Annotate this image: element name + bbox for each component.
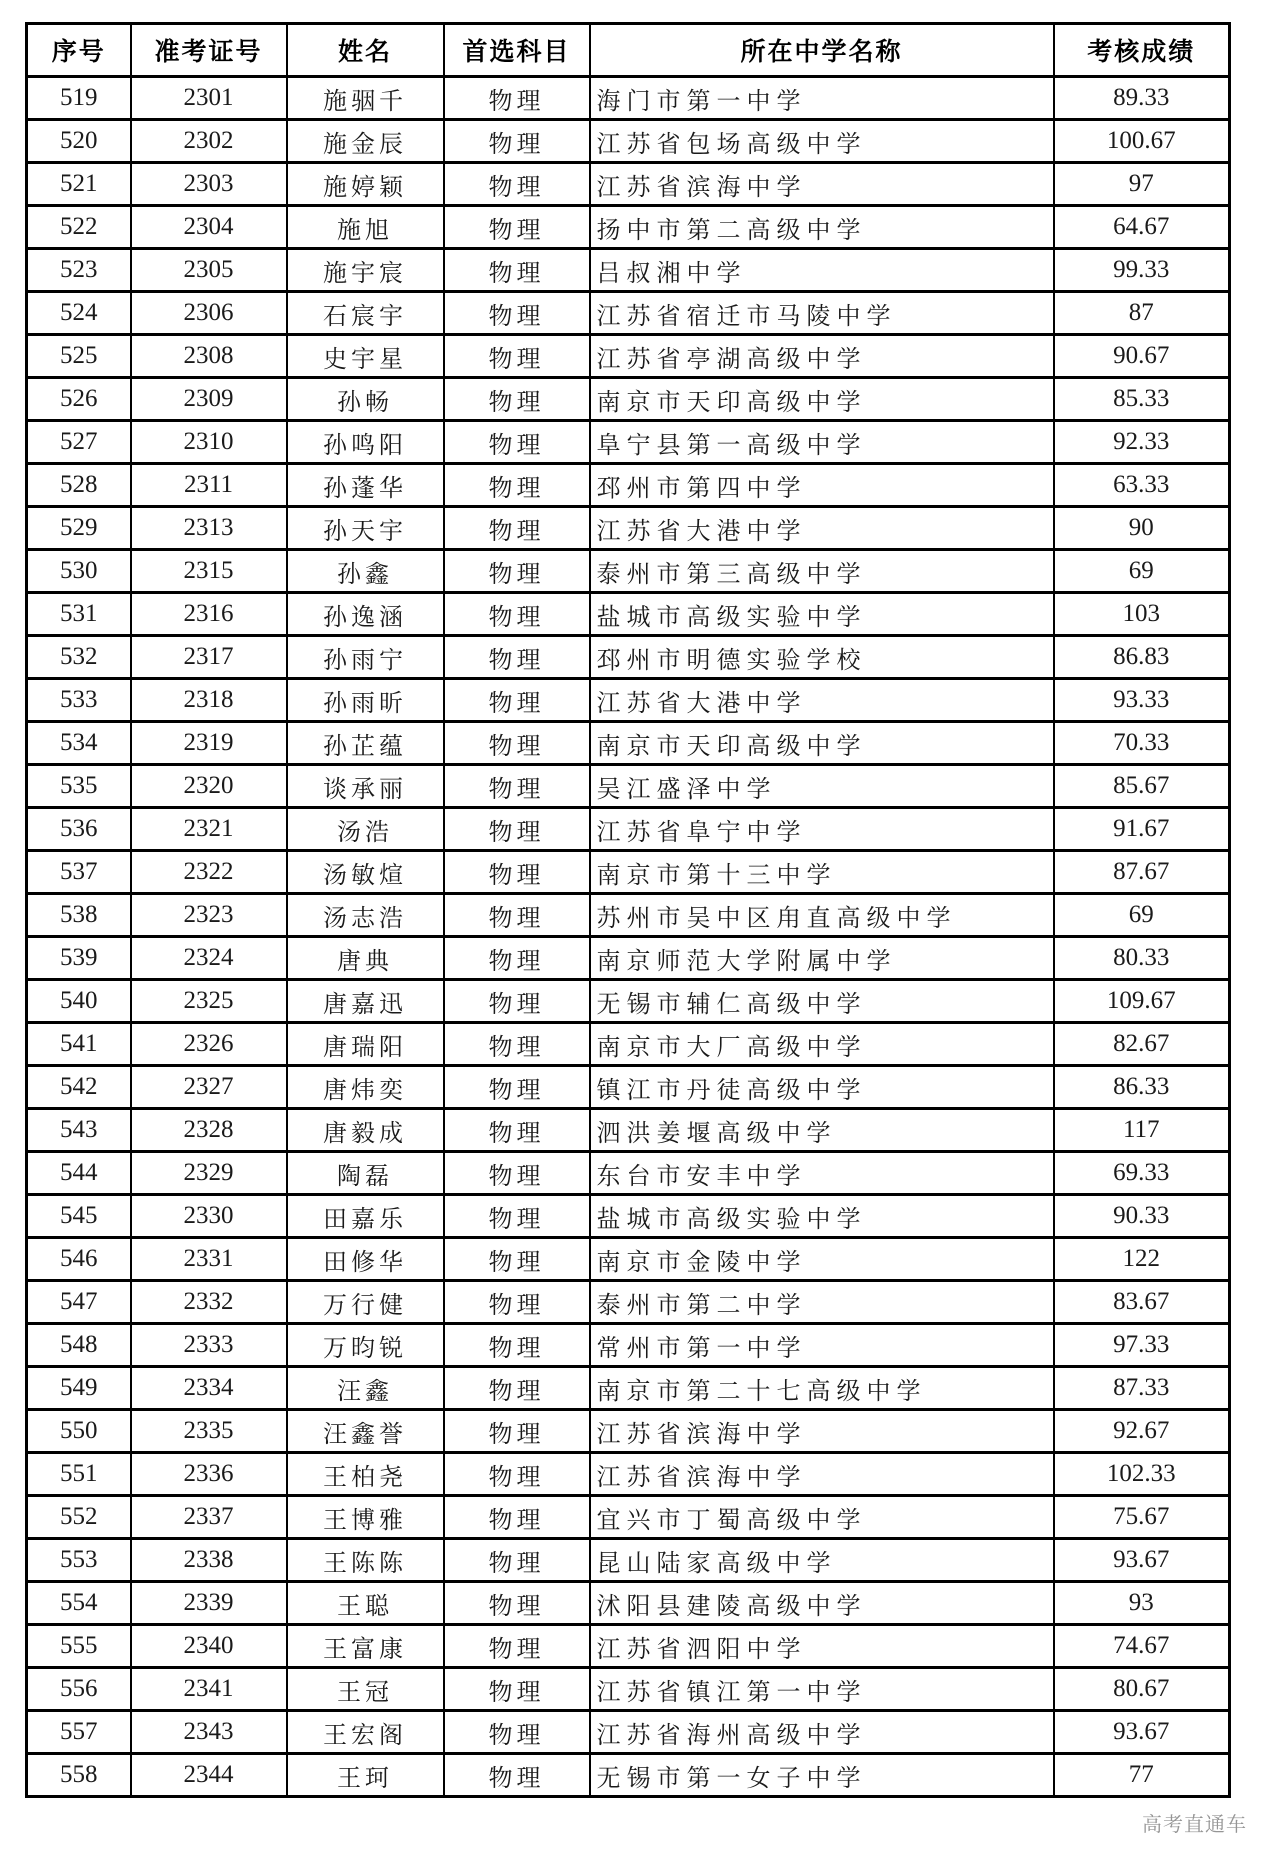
table-row — [27, 292, 1230, 335]
cell-exam-id: 2336 — [131, 1453, 287, 1496]
cell-seq: 532 — [27, 636, 131, 679]
cell-name: 王珂 — [287, 1754, 444, 1797]
cell-seq: 533 — [27, 679, 131, 722]
cell-seq: 545 — [27, 1195, 131, 1238]
cell-score: 85.33 — [1054, 378, 1230, 421]
cell-name: 施旭 — [287, 206, 444, 249]
table-row — [27, 1238, 1230, 1281]
cell-seq: 531 — [27, 593, 131, 636]
cell-seq: 546 — [27, 1238, 131, 1281]
cell-exam-id: 2323 — [131, 894, 287, 937]
cell-subject: 物理 — [444, 1410, 590, 1453]
cell-seq: 550 — [27, 1410, 131, 1453]
table-row — [27, 1625, 1230, 1668]
cell-name: 孙芷蕴 — [287, 722, 444, 765]
cell-subject: 物理 — [444, 1711, 590, 1754]
cell-name: 王博雅 — [287, 1496, 444, 1539]
cell-school: 江苏省包场高级中学 — [590, 120, 1054, 163]
cell-name: 孙畅 — [287, 378, 444, 421]
cell-school: 泰州市第三高级中学 — [590, 550, 1054, 593]
cell-score: 89.33 — [1054, 77, 1230, 120]
cell-name: 孙天宇 — [287, 507, 444, 550]
cell-score: 97.33 — [1054, 1324, 1230, 1367]
table-row — [27, 894, 1230, 937]
table-row — [27, 1496, 1230, 1539]
cell-school: 江苏省滨海中学 — [590, 163, 1054, 206]
cell-subject: 物理 — [444, 249, 590, 292]
cell-school: 苏州市吴中区甪直高级中学 — [590, 894, 1054, 937]
cell-subject: 物理 — [444, 722, 590, 765]
cell-school: 盐城市高级实验中学 — [590, 1195, 1054, 1238]
cell-score: 80.67 — [1054, 1668, 1230, 1711]
cell-school: 江苏省阜宁中学 — [590, 808, 1054, 851]
table-row — [27, 851, 1230, 894]
header-row — [27, 24, 1230, 77]
cell-name: 孙鑫 — [287, 550, 444, 593]
cell-score: 102.33 — [1054, 1453, 1230, 1496]
table-row — [27, 679, 1230, 722]
table-row — [27, 593, 1230, 636]
table-row — [27, 1539, 1230, 1582]
cell-seq: 529 — [27, 507, 131, 550]
cell-school: 无锡市第一女子中学 — [590, 1754, 1054, 1797]
cell-subject: 物理 — [444, 507, 590, 550]
cell-name: 王冠 — [287, 1668, 444, 1711]
cell-name: 万昀锐 — [287, 1324, 444, 1367]
cell-subject: 物理 — [444, 1109, 590, 1152]
table-row — [27, 1453, 1230, 1496]
cell-subject: 物理 — [444, 1281, 590, 1324]
table-row — [27, 421, 1230, 464]
cell-score: 93.67 — [1054, 1711, 1230, 1754]
cell-name: 汪鑫誉 — [287, 1410, 444, 1453]
cell-seq: 537 — [27, 851, 131, 894]
cell-exam-id: 2337 — [131, 1496, 287, 1539]
cell-subject: 物理 — [444, 378, 590, 421]
table-row — [27, 980, 1230, 1023]
cell-seq: 519 — [27, 77, 131, 120]
header-subject: 首选科目 — [444, 24, 590, 77]
cell-subject: 物理 — [444, 894, 590, 937]
table-row — [27, 1066, 1230, 1109]
table-row — [27, 636, 1230, 679]
cell-subject: 物理 — [444, 1066, 590, 1109]
header-exam-id: 准考证号 — [131, 24, 287, 77]
cell-score: 100.67 — [1054, 120, 1230, 163]
cell-score: 87.67 — [1054, 851, 1230, 894]
table-row — [27, 550, 1230, 593]
cell-score: 117 — [1054, 1109, 1230, 1152]
table-row — [27, 1711, 1230, 1754]
cell-exam-id: 2338 — [131, 1539, 287, 1582]
table-row — [27, 77, 1230, 120]
cell-school: 江苏省滨海中学 — [590, 1453, 1054, 1496]
cell-subject: 物理 — [444, 851, 590, 894]
cell-exam-id: 2321 — [131, 808, 287, 851]
cell-seq: 555 — [27, 1625, 131, 1668]
cell-seq: 544 — [27, 1152, 131, 1195]
cell-name: 孙雨昕 — [287, 679, 444, 722]
cell-name: 汪鑫 — [287, 1367, 444, 1410]
cell-school: 江苏省镇江第一中学 — [590, 1668, 1054, 1711]
cell-exam-id: 2315 — [131, 550, 287, 593]
cell-score: 63.33 — [1054, 464, 1230, 507]
cell-school: 泗洪姜堰高级中学 — [590, 1109, 1054, 1152]
table-row — [27, 808, 1230, 851]
cell-name: 唐典 — [287, 937, 444, 980]
header-school: 所在中学名称 — [590, 24, 1054, 77]
cell-exam-id: 2305 — [131, 249, 287, 292]
table-row — [27, 378, 1230, 421]
cell-name: 陶磊 — [287, 1152, 444, 1195]
cell-seq: 521 — [27, 163, 131, 206]
cell-seq: 539 — [27, 937, 131, 980]
cell-subject: 物理 — [444, 421, 590, 464]
cell-name: 施宇宸 — [287, 249, 444, 292]
cell-name: 田修华 — [287, 1238, 444, 1281]
table-body — [27, 77, 1230, 1797]
cell-exam-id: 2326 — [131, 1023, 287, 1066]
cell-score: 69 — [1054, 550, 1230, 593]
cell-exam-id: 2331 — [131, 1238, 287, 1281]
cell-school: 沭阳县建陵高级中学 — [590, 1582, 1054, 1625]
cell-name: 汤浩 — [287, 808, 444, 851]
table-row — [27, 1195, 1230, 1238]
cell-score: 80.33 — [1054, 937, 1230, 980]
cell-subject: 物理 — [444, 1668, 590, 1711]
cell-name: 万行健 — [287, 1281, 444, 1324]
cell-name: 唐炜奕 — [287, 1066, 444, 1109]
table-row — [27, 1668, 1230, 1711]
cell-score: 86.83 — [1054, 636, 1230, 679]
cell-exam-id: 2320 — [131, 765, 287, 808]
cell-name: 王宏阁 — [287, 1711, 444, 1754]
cell-score: 90 — [1054, 507, 1230, 550]
cell-seq: 552 — [27, 1496, 131, 1539]
table-header — [27, 24, 1230, 77]
cell-school: 邳州市明德实验学校 — [590, 636, 1054, 679]
cell-score: 93.33 — [1054, 679, 1230, 722]
cell-name: 汤志浩 — [287, 894, 444, 937]
cell-exam-id: 2309 — [131, 378, 287, 421]
cell-seq: 554 — [27, 1582, 131, 1625]
cell-exam-id: 2318 — [131, 679, 287, 722]
cell-school: 江苏省大港中学 — [590, 507, 1054, 550]
cell-seq: 551 — [27, 1453, 131, 1496]
header-name: 姓名 — [287, 24, 444, 77]
cell-exam-id: 2340 — [131, 1625, 287, 1668]
cell-exam-id: 2334 — [131, 1367, 287, 1410]
cell-seq: 549 — [27, 1367, 131, 1410]
cell-name: 唐嘉迅 — [287, 980, 444, 1023]
cell-name: 石宸宇 — [287, 292, 444, 335]
cell-name: 孙蓬华 — [287, 464, 444, 507]
cell-exam-id: 2316 — [131, 593, 287, 636]
cell-seq: 520 — [27, 120, 131, 163]
cell-seq: 542 — [27, 1066, 131, 1109]
cell-exam-id: 2302 — [131, 120, 287, 163]
cell-exam-id: 2327 — [131, 1066, 287, 1109]
cell-subject: 物理 — [444, 765, 590, 808]
cell-name: 施骃千 — [287, 77, 444, 120]
table-row — [27, 163, 1230, 206]
cell-subject: 物理 — [444, 1453, 590, 1496]
cell-seq: 525 — [27, 335, 131, 378]
cell-seq: 538 — [27, 894, 131, 937]
cell-exam-id: 2344 — [131, 1754, 287, 1797]
cell-seq: 522 — [27, 206, 131, 249]
cell-exam-id: 2343 — [131, 1711, 287, 1754]
cell-school: 南京市天印高级中学 — [590, 378, 1054, 421]
cell-subject: 物理 — [444, 464, 590, 507]
cell-subject: 物理 — [444, 1367, 590, 1410]
cell-exam-id: 2329 — [131, 1152, 287, 1195]
cell-school: 无锡市辅仁高级中学 — [590, 980, 1054, 1023]
header-score: 考核成绩 — [1054, 24, 1230, 77]
cell-score: 91.67 — [1054, 808, 1230, 851]
cell-name: 唐毅成 — [287, 1109, 444, 1152]
cell-exam-id: 2311 — [131, 464, 287, 507]
cell-school: 昆山陆家高级中学 — [590, 1539, 1054, 1582]
cell-subject: 物理 — [444, 1023, 590, 1066]
cell-name: 谈承丽 — [287, 765, 444, 808]
cell-subject: 物理 — [444, 808, 590, 851]
table-row — [27, 335, 1230, 378]
cell-seq: 536 — [27, 808, 131, 851]
cell-score: 90.67 — [1054, 335, 1230, 378]
cell-exam-id: 2330 — [131, 1195, 287, 1238]
watermark: 高考直通车 — [1142, 1812, 1247, 1836]
cell-school: 盐城市高级实验中学 — [590, 593, 1054, 636]
cell-seq: 534 — [27, 722, 131, 765]
cell-school: 南京市天印高级中学 — [590, 722, 1054, 765]
cell-subject: 物理 — [444, 1625, 590, 1668]
table-row — [27, 120, 1230, 163]
cell-school: 泰州市第二中学 — [590, 1281, 1054, 1324]
cell-seq: 557 — [27, 1711, 131, 1754]
cell-school: 江苏省海州高级中学 — [590, 1711, 1054, 1754]
cell-school: 南京市大厂高级中学 — [590, 1023, 1054, 1066]
cell-subject: 物理 — [444, 1324, 590, 1367]
cell-exam-id: 2319 — [131, 722, 287, 765]
cell-score: 74.67 — [1054, 1625, 1230, 1668]
header-seq: 序号 — [27, 24, 131, 77]
cell-school: 南京师范大学附属中学 — [590, 937, 1054, 980]
cell-exam-id: 2339 — [131, 1582, 287, 1625]
cell-school: 扬中市第二高级中学 — [590, 206, 1054, 249]
cell-exam-id: 2325 — [131, 980, 287, 1023]
cell-exam-id: 2303 — [131, 163, 287, 206]
cell-name: 王富康 — [287, 1625, 444, 1668]
cell-subject: 物理 — [444, 206, 590, 249]
cell-name: 王陈陈 — [287, 1539, 444, 1582]
cell-exam-id: 2304 — [131, 206, 287, 249]
cell-name: 汤敏煊 — [287, 851, 444, 894]
cell-subject: 物理 — [444, 636, 590, 679]
cell-school: 江苏省宿迁市马陵中学 — [590, 292, 1054, 335]
table-row — [27, 765, 1230, 808]
cell-seq: 541 — [27, 1023, 131, 1066]
cell-score: 97 — [1054, 163, 1230, 206]
cell-seq: 530 — [27, 550, 131, 593]
cell-subject: 物理 — [444, 292, 590, 335]
cell-seq: 535 — [27, 765, 131, 808]
cell-subject: 物理 — [444, 937, 590, 980]
cell-subject: 物理 — [444, 1496, 590, 1539]
cell-score: 83.67 — [1054, 1281, 1230, 1324]
cell-name: 孙鸣阳 — [287, 421, 444, 464]
cell-name: 王聪 — [287, 1582, 444, 1625]
cell-name: 孙逸涵 — [287, 593, 444, 636]
table-row — [27, 937, 1230, 980]
cell-name: 王柏尧 — [287, 1453, 444, 1496]
cell-score: 87 — [1054, 292, 1230, 335]
cell-school: 吴江盛泽中学 — [590, 765, 1054, 808]
cell-exam-id: 2335 — [131, 1410, 287, 1453]
cell-subject: 物理 — [444, 679, 590, 722]
cell-exam-id: 2332 — [131, 1281, 287, 1324]
cell-score: 69 — [1054, 894, 1230, 937]
cell-name: 施婷颖 — [287, 163, 444, 206]
cell-seq: 524 — [27, 292, 131, 335]
cell-school: 江苏省大港中学 — [590, 679, 1054, 722]
cell-school: 南京市金陵中学 — [590, 1238, 1054, 1281]
cell-score: 75.67 — [1054, 1496, 1230, 1539]
cell-subject: 物理 — [444, 593, 590, 636]
cell-score: 103 — [1054, 593, 1230, 636]
cell-seq: 526 — [27, 378, 131, 421]
cell-exam-id: 2333 — [131, 1324, 287, 1367]
cell-score: 82.67 — [1054, 1023, 1230, 1066]
cell-score: 69.33 — [1054, 1152, 1230, 1195]
cell-score: 93.67 — [1054, 1539, 1230, 1582]
cell-school: 镇江市丹徒高级中学 — [590, 1066, 1054, 1109]
cell-school: 东台市安丰中学 — [590, 1152, 1054, 1195]
cell-name: 孙雨宁 — [287, 636, 444, 679]
table-row — [27, 1324, 1230, 1367]
cell-subject: 物理 — [444, 1152, 590, 1195]
cell-subject: 物理 — [444, 1238, 590, 1281]
cell-subject: 物理 — [444, 77, 590, 120]
cell-seq: 540 — [27, 980, 131, 1023]
cell-exam-id: 2341 — [131, 1668, 287, 1711]
cell-school: 江苏省泗阳中学 — [590, 1625, 1054, 1668]
cell-name: 田嘉乐 — [287, 1195, 444, 1238]
cell-score: 92.67 — [1054, 1410, 1230, 1453]
cell-seq: 556 — [27, 1668, 131, 1711]
cell-seq: 543 — [27, 1109, 131, 1152]
table-row — [27, 1281, 1230, 1324]
cell-school: 邳州市第四中学 — [590, 464, 1054, 507]
table-row — [27, 1152, 1230, 1195]
cell-exam-id: 2317 — [131, 636, 287, 679]
cell-school: 宜兴市丁蜀高级中学 — [590, 1496, 1054, 1539]
cell-score: 86.33 — [1054, 1066, 1230, 1109]
cell-seq: 547 — [27, 1281, 131, 1324]
cell-score: 99.33 — [1054, 249, 1230, 292]
cell-exam-id: 2313 — [131, 507, 287, 550]
table-row — [27, 1367, 1230, 1410]
cell-school: 吕叔湘中学 — [590, 249, 1054, 292]
table-row — [27, 464, 1230, 507]
cell-seq: 523 — [27, 249, 131, 292]
cell-subject: 物理 — [444, 550, 590, 593]
table-row — [27, 722, 1230, 765]
cell-score: 64.67 — [1054, 206, 1230, 249]
table-row — [27, 1582, 1230, 1625]
cell-score: 70.33 — [1054, 722, 1230, 765]
cell-exam-id: 2306 — [131, 292, 287, 335]
cell-score: 90.33 — [1054, 1195, 1230, 1238]
cell-score: 92.33 — [1054, 421, 1230, 464]
cell-score: 122 — [1054, 1238, 1230, 1281]
cell-school: 南京市第二十七高级中学 — [590, 1367, 1054, 1410]
table-row — [27, 1023, 1230, 1066]
cell-school: 阜宁县第一高级中学 — [590, 421, 1054, 464]
table-row — [27, 507, 1230, 550]
cell-school: 江苏省亭湖高级中学 — [590, 335, 1054, 378]
cell-school: 江苏省滨海中学 — [590, 1410, 1054, 1453]
cell-name: 施金辰 — [287, 120, 444, 163]
cell-exam-id: 2301 — [131, 77, 287, 120]
cell-school: 常州市第一中学 — [590, 1324, 1054, 1367]
table-row — [27, 1410, 1230, 1453]
cell-score: 109.67 — [1054, 980, 1230, 1023]
cell-subject: 物理 — [444, 163, 590, 206]
cell-exam-id: 2308 — [131, 335, 287, 378]
cell-exam-id: 2328 — [131, 1109, 287, 1152]
cell-name: 史宇星 — [287, 335, 444, 378]
table-row — [27, 249, 1230, 292]
cell-exam-id: 2324 — [131, 937, 287, 980]
cell-school: 海门市第一中学 — [590, 77, 1054, 120]
cell-school: 南京市第十三中学 — [590, 851, 1054, 894]
cell-subject: 物理 — [444, 1539, 590, 1582]
cell-score: 93 — [1054, 1582, 1230, 1625]
cell-seq: 548 — [27, 1324, 131, 1367]
table-row — [27, 1754, 1230, 1797]
cell-subject: 物理 — [444, 1195, 590, 1238]
cell-exam-id: 2322 — [131, 851, 287, 894]
cell-subject: 物理 — [444, 335, 590, 378]
table-row — [27, 1109, 1230, 1152]
cell-score: 87.33 — [1054, 1367, 1230, 1410]
cell-exam-id: 2310 — [131, 421, 287, 464]
cell-name: 唐瑞阳 — [287, 1023, 444, 1066]
score-table — [25, 22, 1231, 1798]
cell-subject: 物理 — [444, 1582, 590, 1625]
cell-subject: 物理 — [444, 120, 590, 163]
cell-seq: 527 — [27, 421, 131, 464]
cell-seq: 553 — [27, 1539, 131, 1582]
cell-seq: 528 — [27, 464, 131, 507]
cell-score: 77 — [1054, 1754, 1230, 1797]
cell-subject: 物理 — [444, 1754, 590, 1797]
table-row — [27, 206, 1230, 249]
cell-subject: 物理 — [444, 980, 590, 1023]
cell-seq: 558 — [27, 1754, 131, 1797]
cell-score: 85.67 — [1054, 765, 1230, 808]
